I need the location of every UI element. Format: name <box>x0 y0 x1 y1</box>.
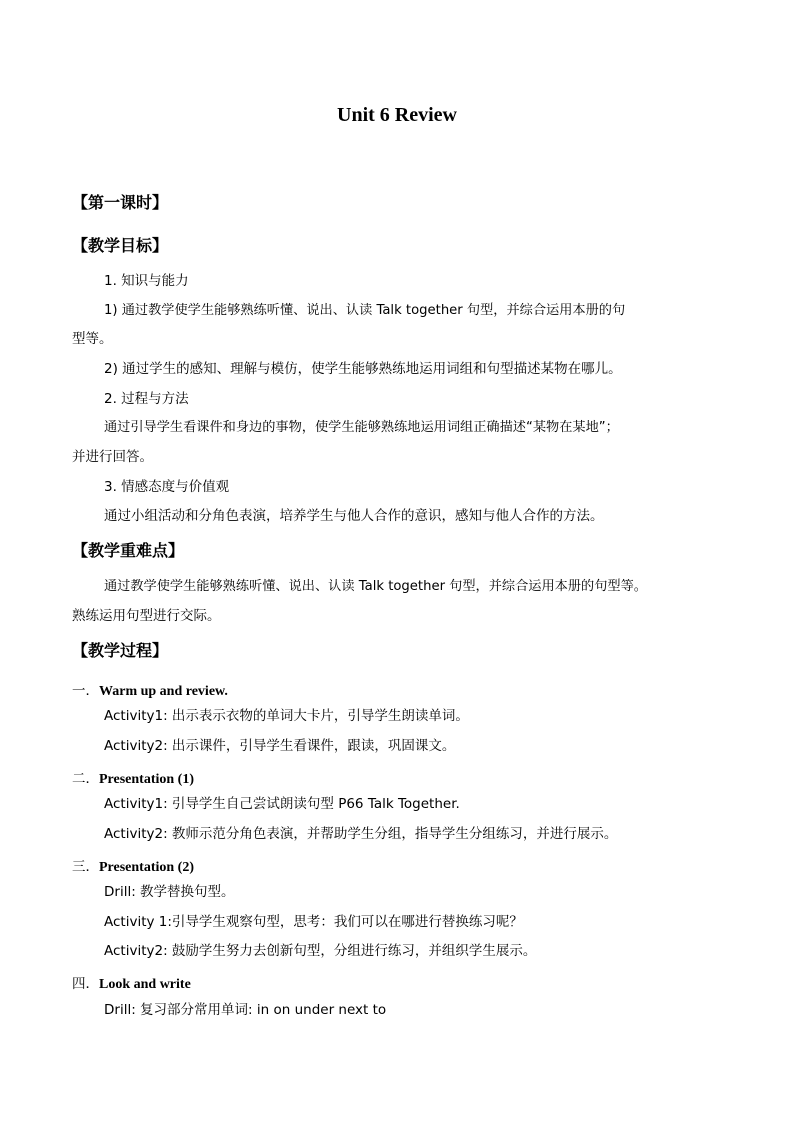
section-2-activity-2: Activity2: 教师示范分角色表演，并帮助学生分组，指导学生分组练习，并进行展示。 <box>104 826 618 842</box>
section-2-number: 二． <box>72 771 99 787</box>
section-3-number: 三． <box>72 859 99 875</box>
objective-2-line-1: 通过引导学生看课件和身边的事物，使学生能够熟练地运用词组正确描述“某物在某地”； <box>104 420 619 435</box>
document-title: Unit 6 Review <box>337 104 457 126</box>
process-section-4-heading <box>72 972 191 993</box>
objective-2-title: 2. 过程与方法 <box>104 391 189 407</box>
section-1-activity-2: Activity2: 出示课件，引导学生看课件，跟读，巩固课文。 <box>104 738 456 754</box>
key-points-heading: 【教学重难点】 <box>72 541 185 560</box>
section-4-title: Look and write <box>99 977 191 992</box>
section-1-activity-1: Activity1: 出示表示衣物的单词大卡片，引导学生朗读单词。 <box>104 708 469 724</box>
objective-1-title: 1. 知识与能力 <box>104 273 189 289</box>
key-points-line-2: 熟练运用句型进行交际。 <box>72 608 221 624</box>
section-1-number: 一． <box>72 683 99 699</box>
section-3-activity-2: Activity2: 鼓励学生努力去创新句型，分组进行练习，并组织学生展示。 <box>104 943 537 959</box>
objective-3-line-1: 通过小组活动和分角色表演，培养学生与他人合作的意识，感知与他人合作的方法。 <box>104 508 604 524</box>
lesson-heading: 【第一课时】 <box>72 193 169 212</box>
section-3-activity-1: Activity 1:引导学生观察句型，思考：我们可以在哪进行替换练习呢？ <box>104 914 523 930</box>
objective-2-line-2: 并进行回答。 <box>72 449 153 465</box>
section-2-activity-1: Activity1: 引导学生自己尝试朗读句型 P66 Talk Together. <box>104 796 460 812</box>
section-3-drill: Drill: 教学替换句型。 <box>104 884 235 900</box>
process-section-2-heading <box>72 767 194 788</box>
section-4-drill: Drill: 复习部分常用单词: in on under next to <box>104 1002 387 1018</box>
objective-1-line-2: 型等。 <box>72 331 113 347</box>
objective-1-line-3: 2) 通过学生的感知、理解与模仿，使学生能够熟练地运用词组和句型描述某物在哪儿。 <box>104 361 622 377</box>
section-4-number: 四． <box>72 976 99 992</box>
section-2-title: Presentation (1) <box>99 772 194 787</box>
process-section-3-heading <box>72 855 194 876</box>
objective-1-line-1: 1) 通过教学使学生能够熟练听懂、说出、认读 Talk together 句型，并综合运用本册的句 <box>104 303 626 318</box>
process-section-1-heading <box>72 679 228 700</box>
section-3-title: Presentation (2) <box>99 860 194 875</box>
objective-3-title: 3. 情感态度与价值观 <box>104 479 230 495</box>
section-1-title: Warm up and review. <box>99 684 228 699</box>
key-points-line-1: 通过教学使学生能够熟练听懂、说出、认读 Talk together 句型，并综合运用本册的句型等。 <box>104 579 647 594</box>
objectives-heading: 【教学目标】 <box>72 236 169 255</box>
process-heading: 【教学过程】 <box>72 641 169 660</box>
